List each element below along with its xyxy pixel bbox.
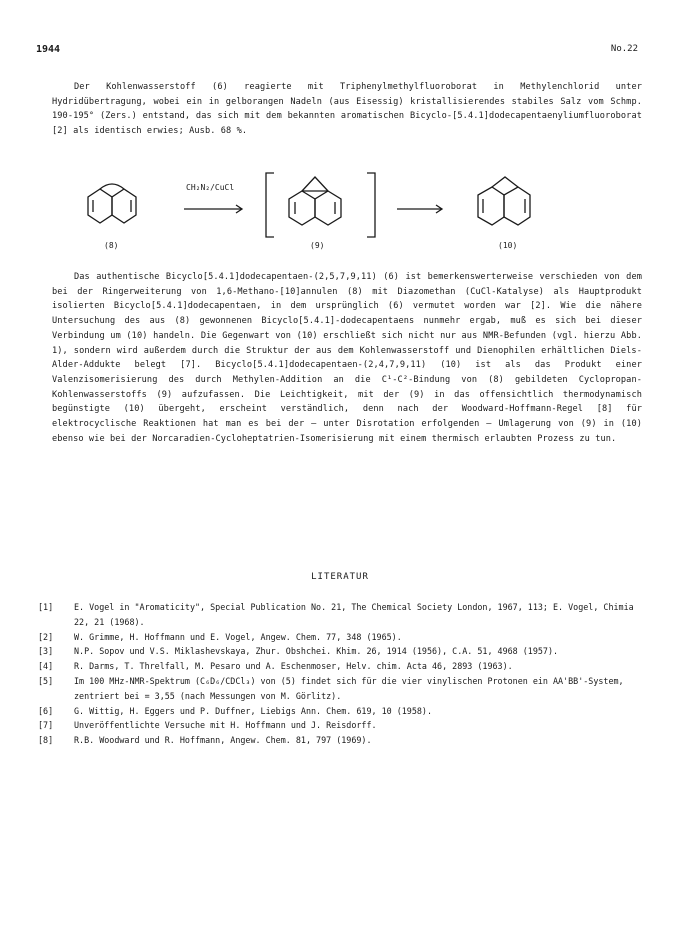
literature-heading: LITERATUR [311,572,369,582]
reference-item [38,674,638,704]
paragraph-1-text: Der Kohlenwasserstoff (6) reagierte mit Triphenylmethylfluoroborat in Methylenchlorid unter Hydridübertragung, wobei ein in gelborangen Nadeln (aus Eisessig) kristallisierendes stabiles Salz vom Schmp. 190-195° (Zers.) entstand, das sich mit dem bekannten aromatischen Bicyclo-[5.4.1]dodecapentaenyliumfluoroborat [2] als identisch erwies; Ausb. 68 %. [52,82,642,137]
reference-text: Im 100 MHz-NMR-Spektrum (C₆D₆/CDCl₃) von (5) findet sich für die vier vinylischen Protonen ein AA'BB'-System, zentriert bei = 3,55 (nach Messungen von M. Görlitz). [74,675,624,701]
reference-text: R. Darms, T. Threlfall, M. Pesaro und A. Eschenmoser, Helv. chim. Acta 46, 2893 (1963). [74,661,513,672]
reference-number: [7] [38,720,54,731]
journal-number: No.22 [610,44,638,54]
reference-text: E. Vogel in "Aromaticity", Special Publication No. 21, The Chemical Society London, 1967, 113; E. Vogel, Chimia 22, 21 (1968). [74,602,634,627]
reference-number: [6] [38,705,54,716]
compound-10-structure [478,177,530,225]
reference-text: R.B. Woodward und R. Hoffmann, Angew. Chem. 81, 797 (1969). [74,735,372,746]
compound-9-structure [266,173,375,237]
compound-label-10: (10) [498,241,518,250]
reference-text: W. Grimme, H. Hoffmann und E. Vogel, Angew. Chem. 77, 348 (1965). [74,631,402,642]
reference-item [38,600,638,630]
compound-label-9: (9) [310,241,325,250]
reference-number: [5] [38,675,54,686]
reference-item [38,733,638,748]
reference-item [38,644,638,659]
reference-number: [1] [38,602,54,612]
reference-number: [8] [38,735,54,746]
reference-number: [2] [38,631,54,642]
paragraph-2 [52,270,642,446]
reference-item [38,718,638,733]
reference-list [38,600,638,748]
paragraph-1 [52,80,642,139]
reference-number: [3] [38,646,54,657]
reaction-scheme [52,165,642,260]
compound-label-8: (8) [104,241,119,250]
reference-text: G. Wittig, H. Eggers und P. Duffner, Liebigs Ann. Chem. 619, 10 (1958). [74,705,432,716]
page-number: 1944 [36,44,61,55]
reagent-label: CH₂N₂/CuCl [186,183,235,192]
reference-item [38,659,638,674]
reference-item [38,630,638,645]
reference-text: Unveröffentlichte Versuche mit H. Hoffmann und J. Reisdorff. [74,720,377,731]
reference-text: N.P. Sopov und V.S. Miklashevskaya, Zhur. Obshchei. Khim. 26, 1914 (1956), C.A. 51, 4968 (1957). [74,646,559,657]
paragraph-2-text: Das authentische Bicyclo[5.4.1]dodecapentaen-(2,5,7,9,11) (6) ist bemerkenswerterweise verschieden von dem bei der Ringerweiterung von 1,6-Methano-[10]annulen (8) mit Diazomethan (CuCl-Katalyse) als Hauptprodukt isolierten Bicyclo[5.4.1]dodecapentaen, in dem ursprünglich (6) vermutet worden war [2]. Wie die nähere Untersuchung des aus (8) gewonnenen Bicyclo[5.4.1]-dodecapentaens nunmehr ergab, muß es sich bei dieser Verbindung um (10) handeln. Die Gegenwart von (10) erschließt sich nicht nur aus NMR-Befunden (vgl. hierzu Abb. 1), sondern wird außerdem durch die Struktur der aus dem Kohlenwasserstoff und Dienophilen erhältlichen Diels-Alder-Addukte belegt [7]. Bicyclo[5.4.1]dodecapentaen-(2,4,7,9,11) (10) ist als das Produkt einer Valenzisomerisierung des durch Methylen-Addition an die C¹-C²-Bindung von (8) gebildeten Cyclopropan-Kohlenwasserstoffs (9) aufzufassen. Die Leichtigkeit, mit der (9) in das offensichtlich thermodynamisch begünstigte (10) übergeht, erscheint verständlich, denn nach der Woodward-Hoffmann-Regel [8] für elektrocyclische Reaktionen hat man es bei der – unter Disrotation erfolgenden – Umlagerung von (9) in (10) ebenso wie bei der Norcaradien-Cycloheptatrien-Isomerisierung mit einem thermisch erlaubten Prozess zu tun. [52,272,642,444]
reference-item [38,704,638,719]
compound-8-structure [88,184,136,223]
reference-number: [4] [38,661,54,672]
reaction-scheme-drawing [52,165,642,260]
